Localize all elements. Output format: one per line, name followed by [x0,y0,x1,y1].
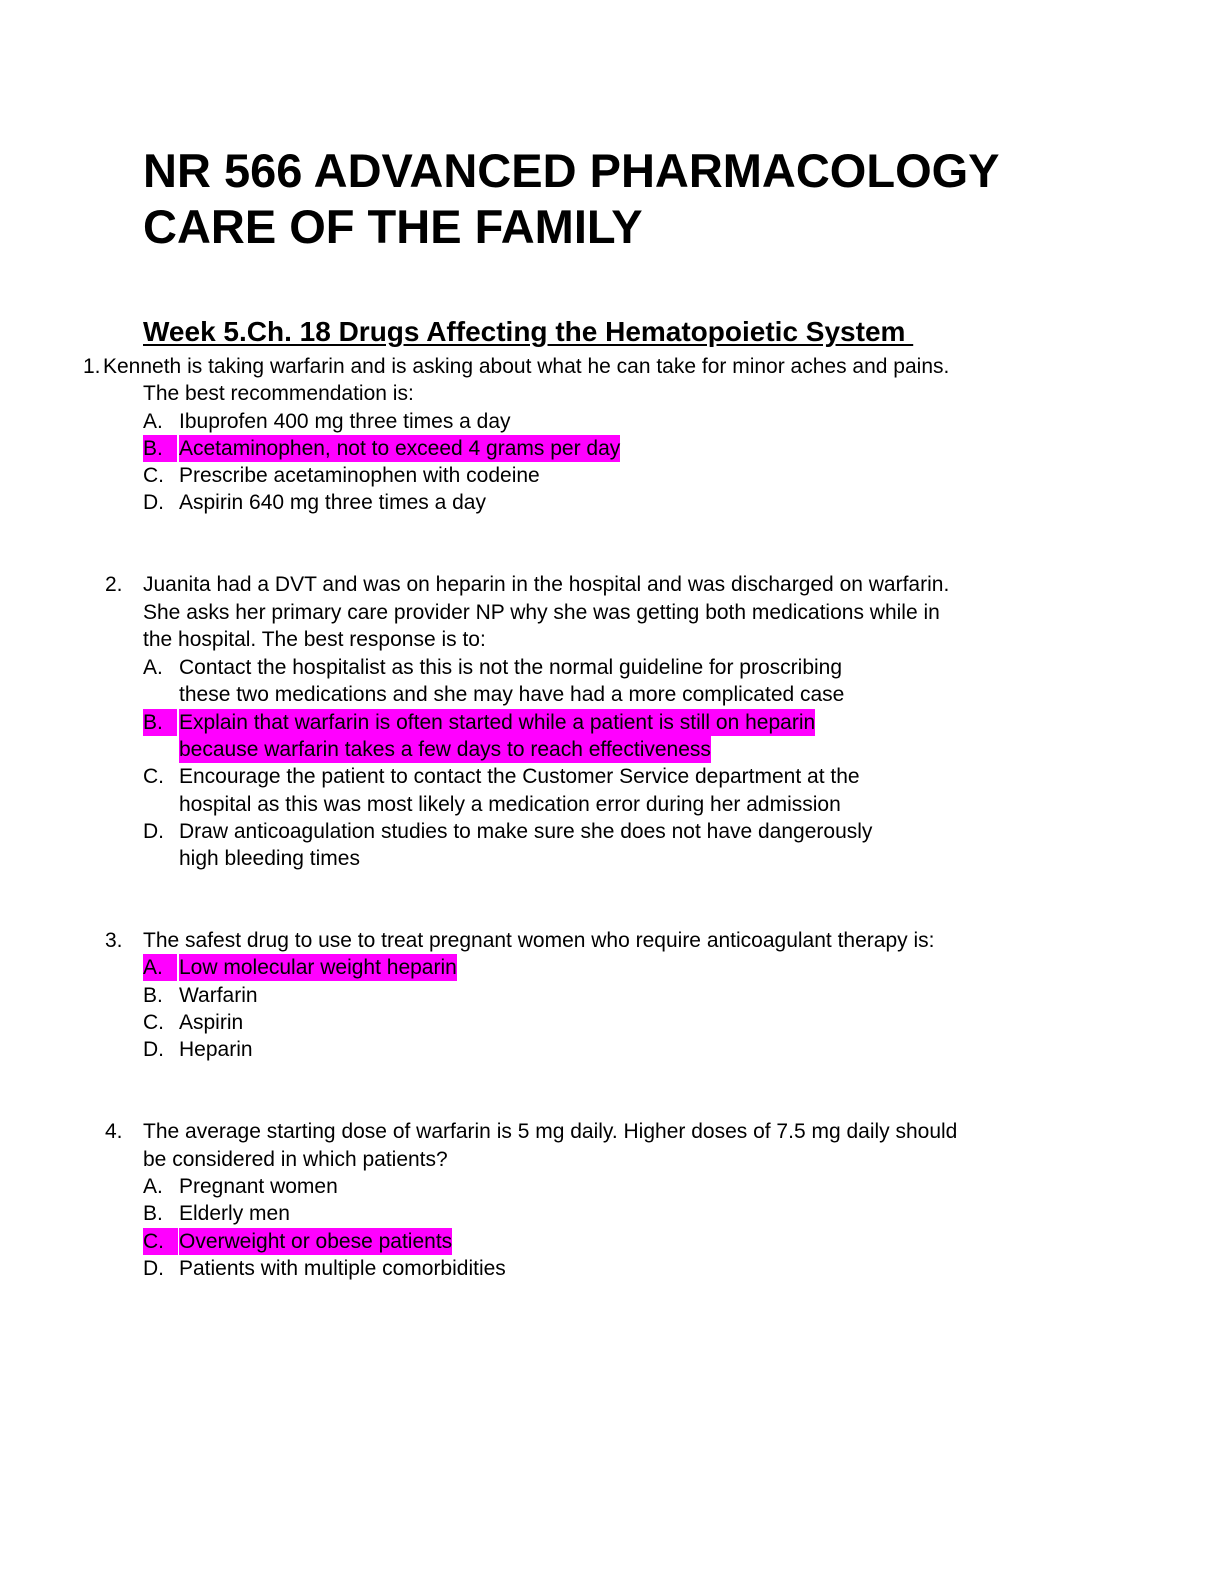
option-text: Aspirin 640 mg three times a day [179,491,486,514]
option-text: these two medications and she may have had a more complicated case [179,683,845,706]
option-text: Encourage the patient to contact the Customer Service department at the [179,765,860,788]
option-letter: C. [143,765,164,788]
option-letter: D. [143,820,164,843]
option-letter: B. [143,1202,163,1225]
question-stem-line: The average starting dose of warfarin is 5 mg daily. Higher doses of 7.5 mg daily should [143,1120,958,1143]
option-text: Aspirin [179,1011,244,1034]
question-stem-line: The safest drug to use to treat pregnant women who require anticoagulant therapy is: [143,929,935,952]
question-stem-line: the hospital. The best response is to: [143,628,486,651]
question-number: 4. [105,1120,123,1143]
option-text: Elderly men [179,1202,290,1225]
option-text-highlighted: because warfarin takes a few days to reach effectiveness [179,738,711,761]
option-letter-highlighted: B. [143,709,177,736]
option-text: hospital as this was most likely a medication error during her admission [179,793,841,816]
option-text-highlighted: Explain that warfarin is often started while a patient is still on heparin [179,711,816,734]
option-text: Draw anticoagulation studies to make sure she does not have dangerously [179,820,873,843]
option-letter: D. [143,1257,164,1280]
option-letter-highlighted: A. [143,954,177,981]
section-heading: Week 5.Ch. 18 Drugs Affecting the Hematopoietic System [143,316,914,347]
option-text: Prescribe acetaminophen with codeine [179,464,540,487]
option-letter: D. [143,1038,164,1061]
question-number: 2. [105,573,123,596]
option-letter-highlighted: C. [143,1228,178,1255]
option-letter-highlighted: B. [143,435,177,462]
question-stem-line: Juanita had a DVT and was on heparin in the hospital and was discharged on warfarin. [143,573,950,596]
option-text: Ibuprofen 400 mg three times a day [179,410,511,433]
option-text: Patients with multiple comorbidities [179,1257,506,1280]
option-text-highlighted: Low molecular weight heparin [179,956,457,979]
question-stem-line: Kenneth is taking warfarin and is asking about what he can take for minor aches and pains. [103,355,950,378]
option-letter: A. [143,1175,163,1198]
option-text: high bleeding times [179,847,360,870]
option-text: Warfarin [179,984,258,1007]
option-letter: A. [143,656,163,679]
option-letter: C. [143,464,164,487]
option-letter: B. [143,984,163,1007]
option-text: Heparin [179,1038,253,1061]
question-stem-line: She asks her primary care provider NP why she was getting both medications while in [143,601,940,624]
option-text-highlighted: Overweight or obese patients [179,1230,453,1253]
page-title-line-2: CARE OF THE FAMILY [143,200,643,253]
page-title [143,143,1143,255]
option-letter: C. [143,1011,164,1034]
question-number: 1. [83,355,101,378]
question-stem-line: be considered in which patients? [143,1148,448,1171]
option-letter: D. [143,491,164,514]
question-stem-line: The best recommendation is: [143,382,414,405]
question-number: 3. [105,929,123,952]
option-text: Contact the hospitalist as this is not the normal guideline for proscribing [179,656,843,679]
option-text: Pregnant women [179,1175,338,1198]
option-text-highlighted: Acetaminophen, not to exceed 4 grams per day [179,437,621,460]
page-title-line-1: NR 566 ADVANCED PHARMACOLOGY [143,144,1000,197]
option-letter: A. [143,410,163,433]
